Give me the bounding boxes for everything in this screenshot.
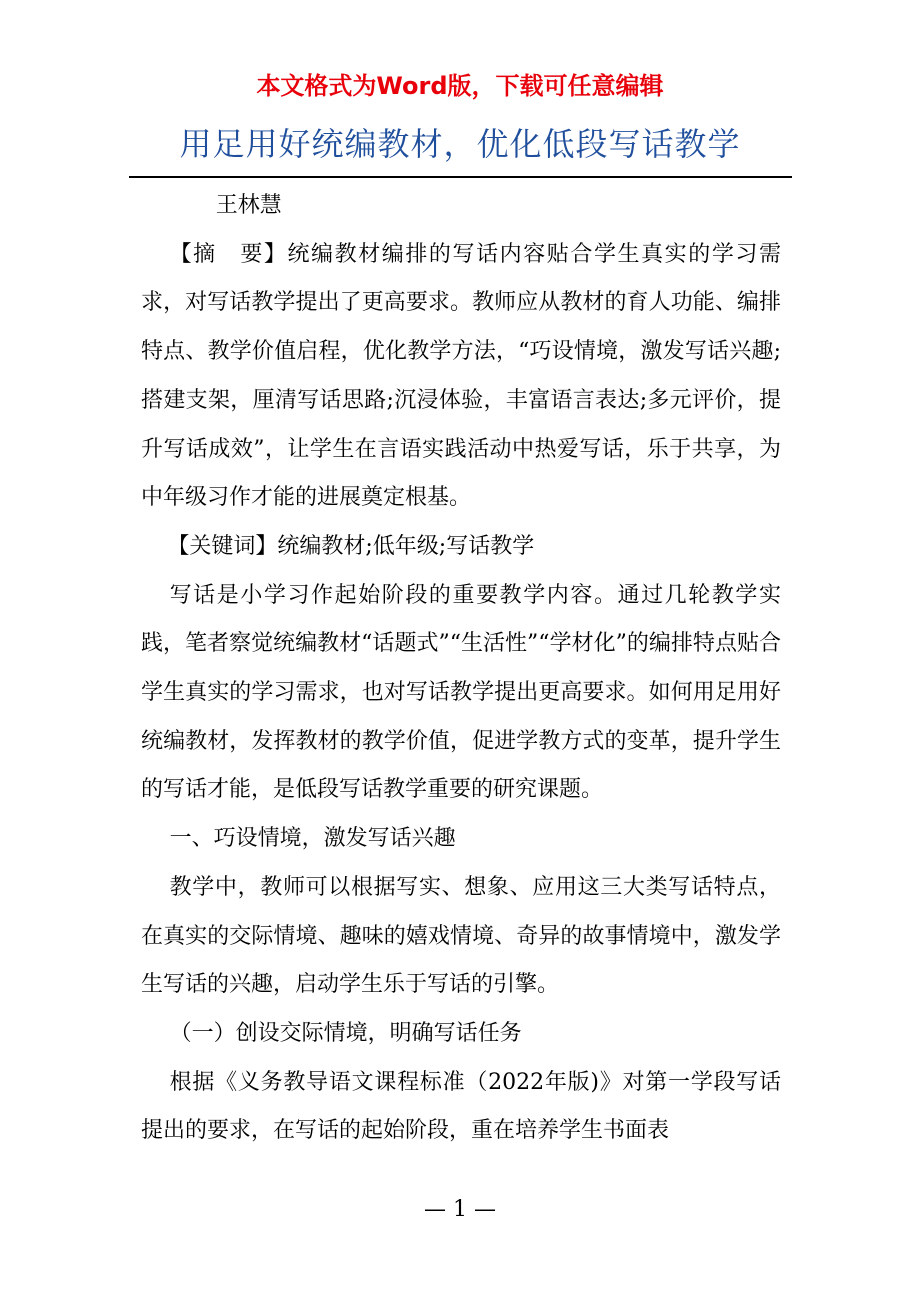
author-name: 王林慧 <box>215 193 282 218</box>
document-title: 用足用好统编教材，优化低段写话教学 <box>179 125 741 163</box>
title-divider <box>129 176 792 178</box>
body-paragraph: 教学中，教师可以根据写实、想象、应用这三大类写话特点，在真实的交际情境、趣味的嬉戏情境、奇异的故事情境中，激发学生写话的兴趣，启动学生乐于写话的引擎。 <box>141 874 781 998</box>
document-body <box>141 182 781 1156</box>
abstract-paragraph: 【摘 要】统编教材编排的写话内容贴合学生真实的学习需求，对写话教学提出了更高要求。教师应从教材的育人功能、编排特点、教学价值启程，优化教学方法，“巧设情境，激发写话兴趣;搭建支架，厘清写话思路;沉浸体验，丰富语言表达;多元评价，提升写话成效”，让学生在言语实践活动中热爱写话，乐于共享，为中年级习作才能的进展奠定根基。 <box>141 241 781 511</box>
body-paragraph: 根据《义务教导语文课程标准（2022年版)》对第一学段写话提出的要求，在写话的起始阶段，重在培养学生书面表 <box>141 1069 781 1144</box>
subsection-heading: （一）创设交际情境，明确写话任务 <box>169 1020 522 1046</box>
keywords-paragraph: 【关键词】统编教材;低年级;写话教学 <box>167 533 535 559</box>
body-paragraph: 写话是小学习作起始阶段的重要教学内容。通过几轮教学实践，笔者察觉统编教材“话题式”“生活性”“学材化”的编排特点贴合学生真实的学习需求，也对写话教学提出更高要求。如何用足用好统编教材，发挥教材的教学价值，促进学教方式的变革，提升学生的写话才能，是低段写话教学重要的研究课题。 <box>141 582 781 803</box>
section-heading: 一、巧设情境，激发写话兴趣 <box>169 826 456 852</box>
page-number: — 1 — <box>424 1197 496 1222</box>
download-banner: 本文格式为Word版，下载可任意编辑 <box>256 72 664 100</box>
